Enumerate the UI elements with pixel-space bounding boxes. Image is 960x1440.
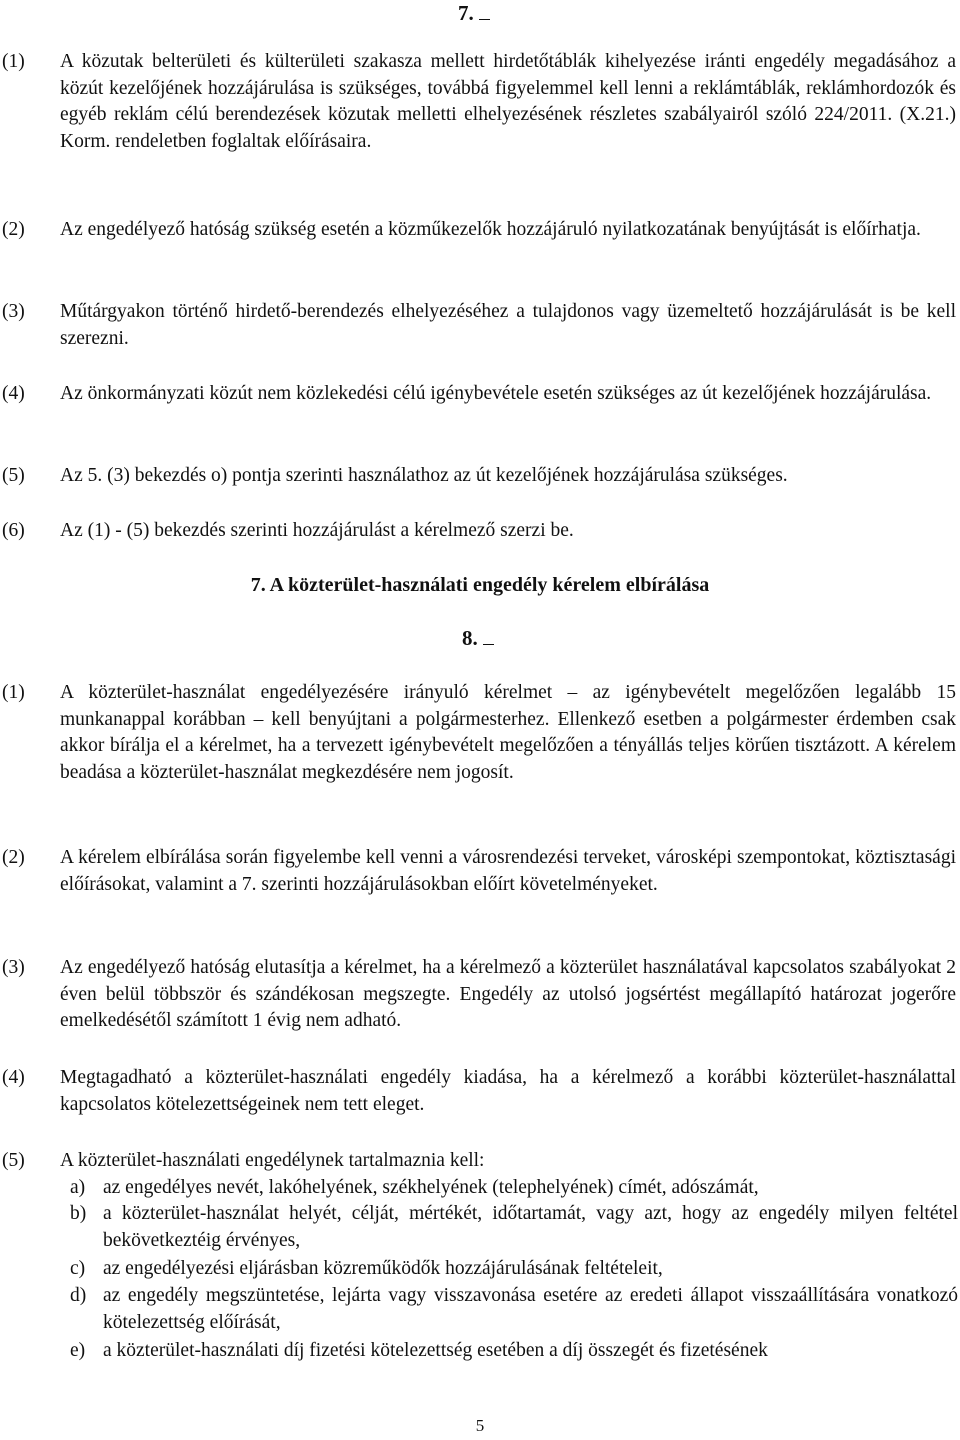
paragraph-8-1 [2,680,956,786]
list-item-label: b) [70,1203,87,1224]
paragraph-text: A közterület-használati engedélynek tartalmaznia kell: [60,1150,485,1171]
section-label: 7. [458,1,474,25]
paragraph-7-3 [2,299,956,352]
paragraph-number: (3) [2,957,25,978]
list-item-a [70,1175,958,1202]
paragraph-number: (2) [2,219,25,240]
list-item-text: az engedélyezési eljárásban közreműködők hozzájárulásának feltételeit, [103,1258,663,1279]
paragraph-number: (1) [2,51,25,72]
list-item-c [70,1256,958,1283]
paragraph-7-5 [2,463,956,490]
section-heading-7 [458,0,490,27]
list-item-label: a) [70,1177,86,1198]
list-item-text: a közterület-használati díj fizetési kötelezettség esetében a díj összegét és fizetésének [103,1340,768,1361]
list-item-text: az engedély megszüntetése, lejárta vagy visszavonása esetére az eredeti állapot visszaállítására vonatkozó kötelezettség előírását, [103,1285,958,1333]
paragraph-number: (1) [2,682,25,703]
paragraph-7-1 [2,49,956,155]
list-item-label: d) [70,1285,87,1306]
list-item-text: az engedélyes nevét, lakóhelyének, székhelyének (telephelyének) címét, adószámát, [103,1177,759,1198]
paragraph-text: A kérelem elbírálása során figyelembe kell venni a városrendezési terveket, városképi szempontokat, köztisztasági előírásokat, valamint a 7. szerinti hozzájárulásokban előírt követelményeket. [60,847,956,895]
paragraph-8-3 [2,955,956,1035]
list-item-b [70,1201,958,1254]
paragraph-text: Az engedélyező hatóság elutasítja a kérelmet, ha a kérelmező a közterület használatával kapcsolatos szabályokat 2 éven belül többször és szándékosan megszegte. Engedély az utolsó jogsértést megállapító határozat jogerőre emelkedésétől számított 1 évig nem adható. [60,957,956,1031]
list-item-label: e) [70,1340,86,1361]
section-label: 8. [462,626,478,650]
paragraph-8-5 [2,1148,956,1175]
paragraph-number: (6) [2,520,25,541]
list-item-e [70,1338,958,1365]
paragraph-number: (4) [2,383,25,404]
paragraph-7-2 [2,217,956,244]
paragraph-text: Az (1) - (5) bekezdés szerinti hozzájárulást a kérelmező szerzi be. [60,520,574,541]
list-item-text: a közterület-használat helyét, célját, mértékét, időtartamát, vagy azt, hogy az engedély milyen feltétel bekövetkeztéig érvényes, [103,1203,958,1251]
paragraph-7-4 [2,381,956,408]
section-heading-8 [462,625,494,652]
paragraph-number: (3) [2,301,25,322]
paragraph-text: A közterület-használat engedélyezésére irányuló kérelmet – az igénybevételt megelőzően legalább 15 munkanappal korábban – kell benyújtani a polgármesterhez. Ellenkező esetben a polgármester érdemben csak akkor bírálja el a kérelmet, ha a tervezett igénybevételt megelőzően a tényállás teljes körűen tisztázott. A kérelem beadása a közterület-használat megkezdésére nem jogosít. [60,682,956,783]
paragraph-text: A közutak belterületi és külterületi szakasza mellett hirdetőtáblák kihelyezése iránti engedély megadásához a közút kezelőjének hozzájárulása is szükséges, továbbá figyelemmel kell lenni a reklámtáblák, reklámhordozók és egyéb reklám célú berendezések közutak melletti elhelyezésének részletes szabályairól szóló 224/2011. (X.21.) Korm. rendeletben foglaltak előírásaira. [60,51,956,152]
chapter-title: 7. A közterület-használati engedély kérelem elbírálása [250,574,710,596]
paragraph-8-4 [2,1065,956,1118]
paragraph-number: (5) [2,1150,25,1171]
section-mark-icon [483,625,494,645]
paragraph-number: (4) [2,1067,25,1088]
paragraph-text: Az 5. (3) bekezdés o) pontja szerinti használathoz az út kezelőjének hozzájárulása szükséges. [60,465,788,486]
list-item-d [70,1283,958,1336]
page-number: 5 [475,1416,485,1435]
list-item-label: c) [70,1258,86,1279]
paragraph-text: Az önkormányzati közút nem közlekedési célú igénybevétele esetén szükséges az út kezelőjének hozzájárulása. [60,383,932,404]
paragraph-text: Az engedélyező hatóság szükség esetén a közműkezelők hozzájáruló nyilatkozatának benyújtását is előírhatja. [60,219,921,240]
section-mark-icon [479,0,490,20]
paragraph-text: Megtagadható a közterület-használati engedély kiadása, ha a kérelmező a korábbi közterület-használattal kapcsolatos kötelezettségeinek nem tett eleget. [60,1067,956,1115]
paragraph-number: (2) [2,847,25,868]
paragraph-text: Műtárgyakon történő hirdető-berendezés elhelyezéséhez a tulajdonos vagy üzemeltető hozzájárulását is be kell szerezni. [60,301,956,349]
paragraph-number: (5) [2,465,25,486]
paragraph-7-6 [2,518,956,545]
paragraph-8-2 [2,845,956,898]
